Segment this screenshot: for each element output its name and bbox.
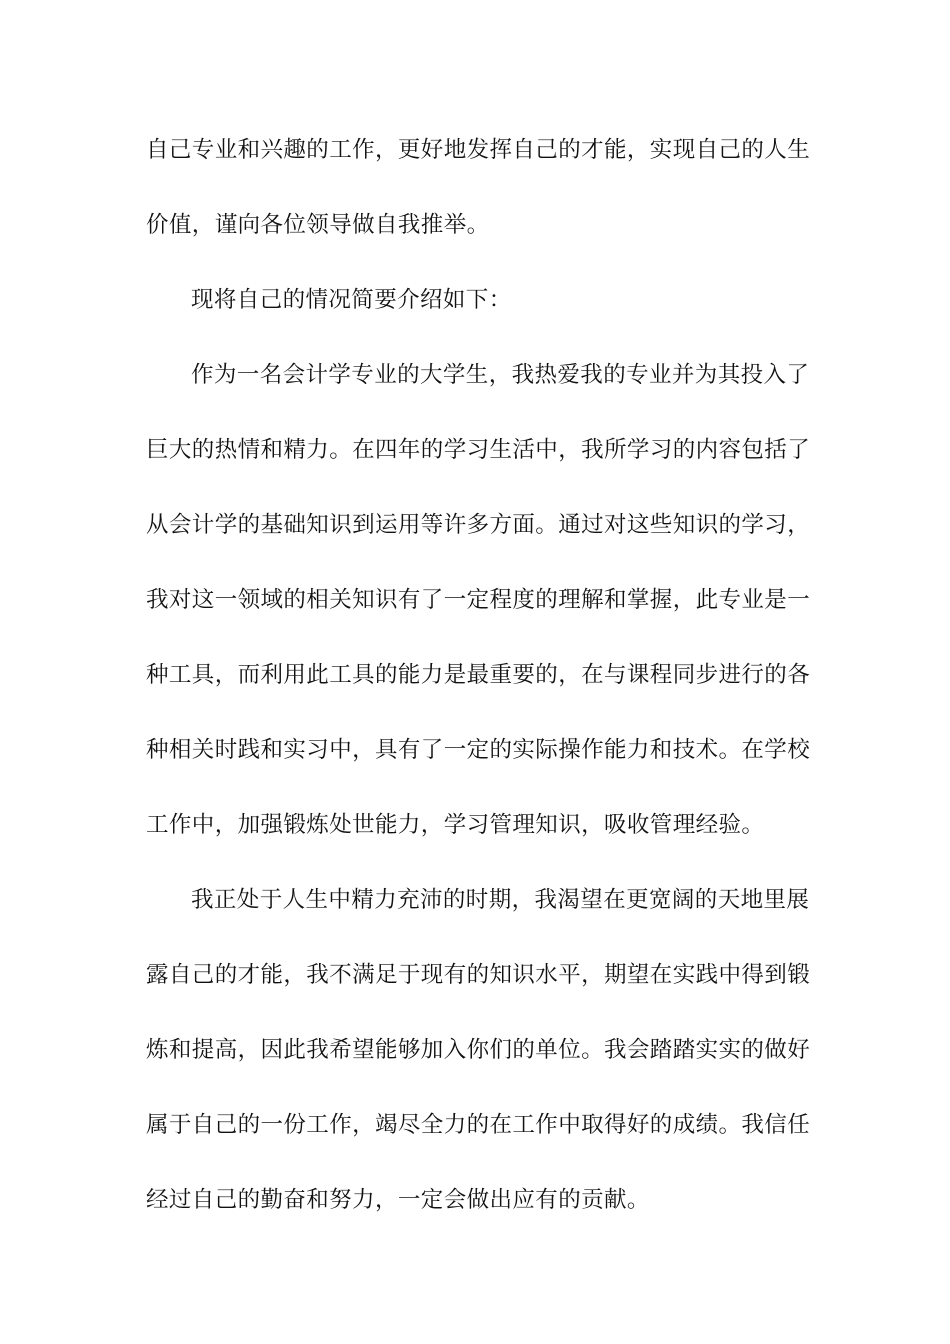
- paragraph-first-line: 我正处于人生中精力充沛的时期，我渴望在更宽阔的天地里展: [191, 887, 810, 913]
- text-line: 炼和提高，因此我希望能够加入你们的单位。我会踏踏实实的做好: [146, 1037, 811, 1063]
- text-line: 从会计学的基础知识到运用等许多方面。通过对这些知识的学习，: [146, 512, 811, 538]
- text-line: 价值，谨向各位领导做自我推举。: [146, 212, 490, 238]
- paragraph-first-line: 作为一名会计学专业的大学生，我热爱我的专业并为其投入了: [191, 362, 810, 388]
- paragraph-first-line: 现将自己的情况简要介绍如下：: [191, 287, 512, 313]
- text-line: 巨大的热情和精力。在四年的学习生活中，我所学习的内容包括了: [146, 437, 811, 463]
- text-line: 自己专业和兴趣的工作，更好地发挥自己的才能，实现自己的人生: [146, 137, 811, 163]
- text-line: 属于自己的一份工作，竭尽全力的在工作中取得好的成绩。我信任: [146, 1112, 811, 1138]
- text-line: 露自己的才能，我不满足于现有的知识水平，期望在实践中得到锻: [146, 962, 811, 988]
- text-line: 种相关时践和实习中，具有了一定的实际操作能力和技术。在学校: [146, 737, 811, 763]
- text-line: 经过自己的勤奋和努力，一定会做出应有的贡献。: [146, 1187, 650, 1213]
- text-line: 我对这一领域的相关知识有了一定程度的理解和掌握，此专业是一: [146, 587, 811, 613]
- text-line: 种工具，而利用此工具的能力是最重要的，在与课程同步进行的各: [146, 662, 811, 688]
- text-line: 工作中，加强锻炼处世能力，学习管理知识，吸收管理经验。: [146, 812, 765, 838]
